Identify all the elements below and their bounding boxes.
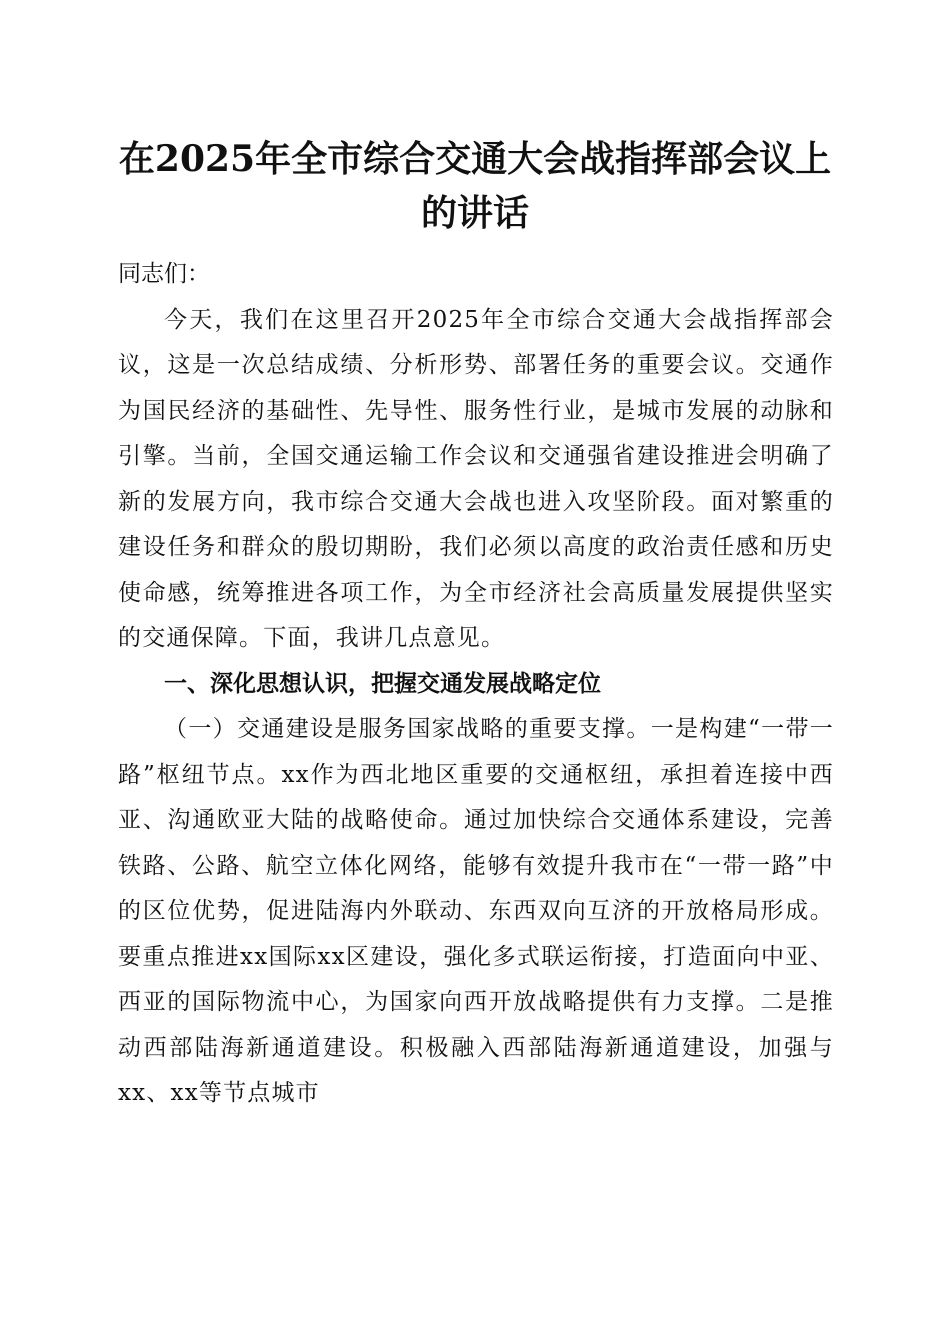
document-body	[118, 252, 834, 1117]
intro-paragraph: 今天，我们在这里召开2025年全市综合交通大会战指挥部会议，这是一次总结成绩、分析形势、部署任务的重要会议。交通作为国民经济的基础性、先导性、服务性行业，是城市发展的动脉和引擎。当前，全国交通运输工作会议和交通强省建设推进会明确了新的发展方向，我市综合交通大会战也进入攻坚阶段。面对繁重的建设任务和群众的殷切期盼，我们必须以高度的政治责任感和历史使命感，统筹推进各项工作，为全市经济社会高质量发展提供坚实的交通保障。下面，我讲几点意见。	[118, 306, 834, 651]
salutation: 同志们：	[118, 261, 210, 287]
section-heading: 一、深化思想认识，把握交通发展战略定位	[164, 670, 601, 697]
document-title: 在2025年全市综合交通大会战指挥部会议上的讲话	[118, 138, 832, 234]
section-paragraph: （一）交通建设是服务国家战略的重要支撑。一是构建“一带一路”枢纽节点。xx作为西北地区重要的交通枢纽，承担着连接中西亚、沟通欧亚大陆的战略使命。通过加快综合交通体系建设，完善铁路、公路、航空立体化网络，能够有效提升我市在“一带一路”中的区位优势，促进陆海内外联动、东西双向互济的开放格局形成。要重点推进xx国际xx区建设，强化多式联运衔接，打造面向中亚、西亚的国际物流中心，为国家向西开放战略提供有力支撑。二是推动西部陆海新通道建设。积极融入西部陆海新通道建设，加强与xx、xx等节点城市	[118, 716, 834, 1106]
